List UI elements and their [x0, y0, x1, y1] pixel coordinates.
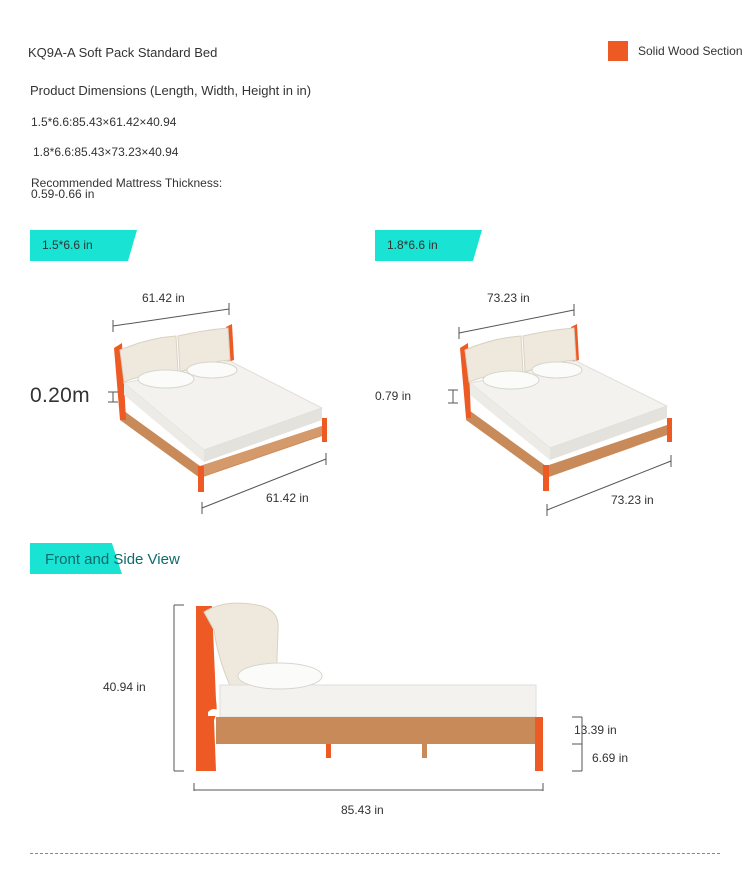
rail-height-label: 13.39 in: [574, 723, 617, 737]
section-title: Front and Side View: [45, 551, 180, 568]
size-tag-large-label: 1.8*6.6 in: [387, 238, 438, 252]
large-bed-leg-height: 0.79 in: [375, 389, 412, 403]
small-bed-leg-height: 0.20m: [30, 384, 90, 407]
dimensions-heading: Product Dimensions (Length, Width, Height in in): [30, 83, 312, 98]
small-bed-side-depth: 61.42 in: [266, 491, 309, 505]
dimension-line-1: 1.5*6.6:85.43×61.42×40.94: [31, 115, 177, 129]
dimension-line-2: 1.8*6.6:85.43×73.23×40.94: [33, 145, 179, 159]
legend-label: Solid Wood Section: [638, 44, 743, 58]
product-title: KQ9A-A Soft Pack Standard Bed: [28, 45, 218, 60]
size-tag-small-label: 1.5*6.6 in: [42, 238, 93, 252]
front-height-label: 40.94 in: [103, 680, 146, 694]
large-bed-side-depth: 73.23 in: [611, 493, 654, 507]
leg-height-label: 6.69 in: [592, 751, 629, 765]
mattress-heading: Recommended Mattress Thickness:: [31, 176, 223, 190]
large-bed-top-width: 73.23 in: [487, 291, 530, 305]
small-bed-top-width: 61.42 in: [142, 291, 185, 305]
length-label: 85.43 in: [341, 803, 384, 817]
mattress-value: 0.59-0.66 in: [31, 187, 95, 201]
bottom-divider: [30, 853, 720, 854]
